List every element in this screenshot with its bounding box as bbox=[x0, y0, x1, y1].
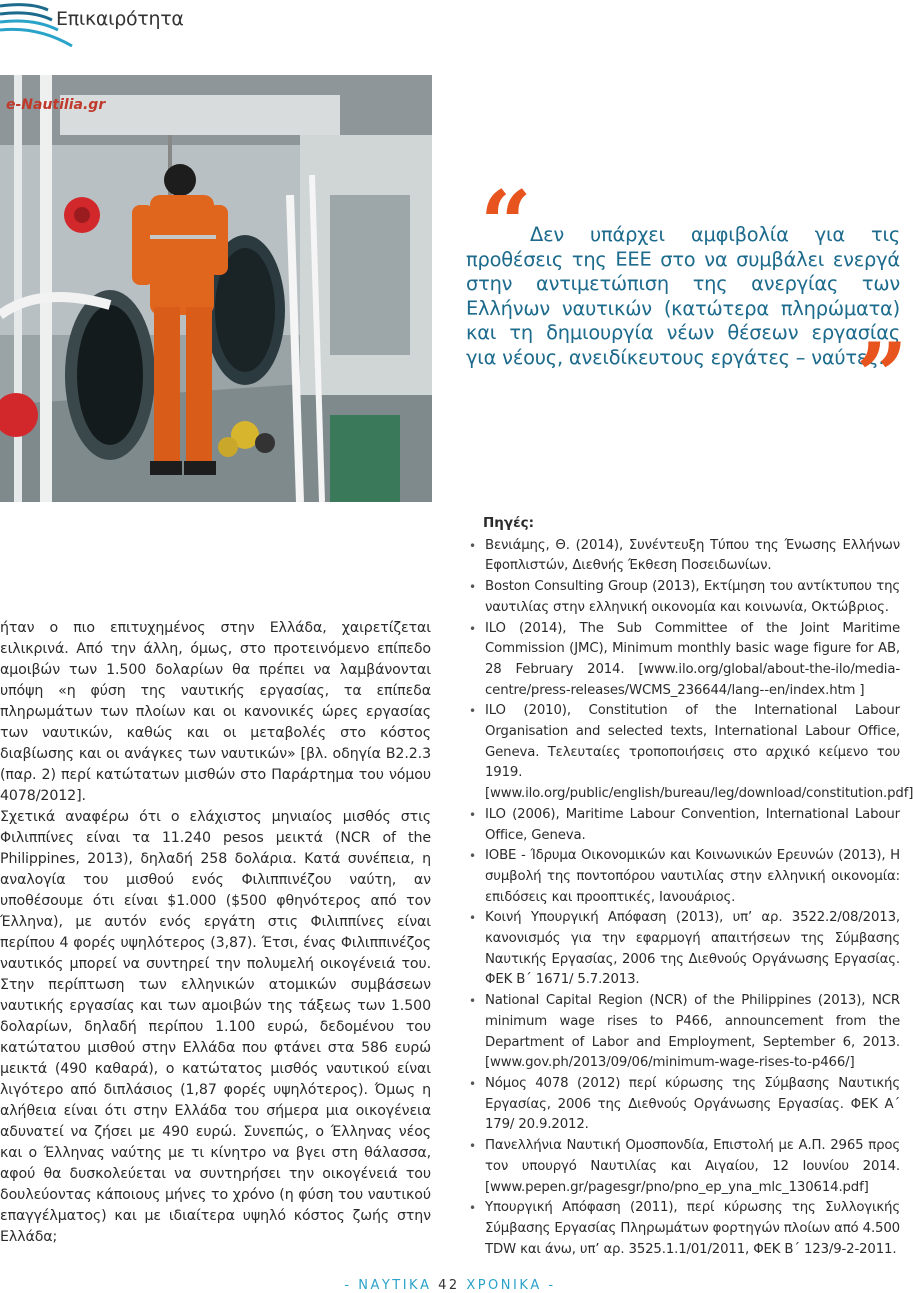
quote-close-icon: ” bbox=[856, 323, 908, 429]
source-item: • ΙΟΒΕ - Ίδρυμα Οικονομικών και Κοινωνικών Ερευνών (2013), Η συμβολή της ποντοπόρου ναυτιλίας στην ελληνική οικονομία: επιδόσεις και προοπτικές, Ιανουάριος. bbox=[469, 846, 900, 908]
page-footer bbox=[0, 1278, 900, 1293]
pull-quote bbox=[466, 171, 908, 429]
body-paragraph: Σχετικά αναφέρω ότι ο ελάχιστος μηνιαίος μισθός στις Φιλιππίνες είναι τα 11.240 pesos μεικτά (NCR of the Philippines, 2013), δηλαδή 258 δολάρια. Κατά συνέπεια, η αναλογία του μισθού ενός Φιλιππινέζου ναύτη, αν υποθέσουμε ότι είναι $1.000 ($500 φθηνότερος από τον Έλληνα), με αυτόν ενός εργάτη στις Φιλιππίνες είναι περίπου 4 φορές υψηλότερος (3,87). Έτσι, ένας Φιλιππινέζος ναυτικός μπορεί να συντηρεί την πολυμελή οικογένειά του. Στην περίπτωση των ελληνικών ατομικών συμβάσεων ναυτικής εργασίας και των αμοιβών της τάξεως των 1.500 δολαρίων, δηλαδή περίπου 1.100 ευρώ, δεδομένου του κατώτατου μισθού στην Ελλάδα που φτάνει στα 586 ευρώ μεικτά (490 καθαρά), ο κατώτατος μισθός ναυτικού είναι λιγότερο από διπλάσιος (1,87 φορές υψηλότερος). Όμως η αλήθεια είναι ότι στην Ελλάδα του σήμερα μια οικογένεια αδυνατεί να ζήσει με 490 ευρώ. Συνεπώς, ο Έλληνας νέος και ο Έλληνας ναύτης με τι κίνητρο να βγει στη θάλασσα, αφού θα δυσκολεύεται να συντηρήσει την οικογένειά του δουλεύοντας κάποιους μήνες το χρόνο (η φύση του ναυτικού επαγγέλματος) και με ιδιαίτερα υψηλό κόστος ζωής στην Ελλάδα; bbox=[0, 809, 431, 1245]
quote-open-icon: “ bbox=[480, 171, 532, 277]
source-item: • ILO (2006), Maritime Labour Convention, International Labour Office, Geneva. bbox=[469, 805, 900, 846]
source-item: • Νόμος 4078 (2012) περί κύρωσης της Σύμβασης Ναυτικής Εργασίας, 2006 της Διεθνούς Οργάνωσης Εργασίας. ΦΕΚ Α΄ 179/ 20.9.2012. bbox=[469, 1074, 900, 1136]
source-item: • National Capital Region (NCR) of the Philippines (2013), NCR minimum wage rises to P466, announcement from the Department of Labor and Employment, September 6, 2013. [www.gov.ph/2013/09/06/minimum-wage-rises-to-p466/] bbox=[469, 991, 900, 1074]
source-item: • ILO (2014), The Sub Committee of the Joint Maritime Commission (JMC), Minimum monthly basic wage figure for AB, 28 February 2014. [www.ilo.org/global/about-the-ilo/media-centre/press-releases/WCMS_236644/lang--en/index.htm ] bbox=[469, 619, 900, 702]
source-item: • Υπουργική Απόφαση (2011), περί κύρωσης της Συλλογικής Σύμβασης Εργασίας Πληρωμάτων φορτηγών πλοίων από 4.500 TDW και άνω, υπ’ αρ. 3525.1.1/01/2011, ΦΕΚ Β΄ 123/9-2-2011. bbox=[469, 1198, 900, 1260]
engine-room-photo bbox=[0, 75, 432, 502]
source-item: • Βενιάμης, Θ. (2014), Συνέντευξη Τύπου της Ένωσης Ελλήνων Εφοπλιστών, Διεθνής Έκθεση Ποσειδωνίων. bbox=[469, 536, 900, 577]
pull-quote-text: Δεν υπάρχει αμφιβολία για τις προθέσεις της ΕΕΕ στο να συμβάλει ενεργά στην αντιμετώπιση της ανεργίας των Ελλήνων ναυτικών (κατώτερα πληρώματα) και τη δημιουργία νέων θέσεων εργασίας για νέους, ανειδίκευτους εργάτες – ναύτες. bbox=[466, 223, 900, 369]
source-item: • Κοινή Υπουργική Απόφαση (2013), υπ’ αρ. 3522.2/08/2013, κανονισμός για την εφαρμογή απαιτήσεων της Σύμβασης Ναυτικής Εργασίας, 2006 της Διεθνούς Οργάνωσης Εργασίας. ΦΕΚ Β΄ 1671/ 5.7.2013. bbox=[469, 908, 900, 991]
sources-list bbox=[469, 536, 913, 1261]
source-item: • Πανελλήνια Ναυτική Ομοσπονδία, Επιστολή με Α.Π. 2965 προς τον υπουργό Ναυτιλίας και Αιγαίου, 12 Ιουνίου 2014. [www.pepen.gr/pagesgr/pno/pno_ep_yna_mlc_130614.pdf] bbox=[469, 1136, 900, 1198]
source-item: • ILO (2010), Constitution of the International Labour Organisation and selected texts, International Labour Office, Geneva. Τελευταίες τροποποιήσεις στο αρχικό κείμενο του 1919. [www.ilo.org/public/english/bureau/leg/download/constitution.pdf] bbox=[469, 701, 900, 805]
footer-dash: - bbox=[344, 1278, 352, 1293]
footer-dash: - bbox=[548, 1278, 556, 1293]
section-title: Επικαιρότητα bbox=[56, 8, 184, 30]
magazine-name-part2: ΧΡΟΝΙΚΑ bbox=[466, 1278, 542, 1293]
article-body bbox=[0, 618, 431, 1248]
magazine-name-part1: ΝΑΥΤΙΚΑ bbox=[358, 1278, 432, 1293]
page-number: 42 bbox=[438, 1278, 460, 1293]
body-paragraph: ήταν ο πιο επιτυχημένος στην Ελλάδα, χαιρετίζεται ειλικρινά. Από την άλλη, όμως, στο προτεινόμενο επίπεδο αμοιβών των 1.500 δολαρίων θα πρέπει να λαμβάνονται υπόψη «η φύση της ναυτικής εργασίας, τα επίπεδα πληρωμάτων των πλοίων και οι κανονικές ώρες εργασίας των ναυτικών, καθώς και οι μεταβολές στο κόστος διαβίωσης και οι ανάγκες των ναυτικών» [βλ. οδηγία Β2.2.3 (παρ. 2) περί κατώτατων μισθών στο Παράρτημα του νόμου 4078/2012]. bbox=[0, 620, 431, 804]
sources-section bbox=[469, 513, 913, 1260]
source-item: • Boston Consulting Group (2013), Εκτίμηση του αντίκτυπου της ναυτιλίας στην ελληνική οικονομία και κοινωνία, Οκτώβριος. bbox=[469, 577, 900, 618]
section-header bbox=[0, 0, 300, 50]
photo-watermark: e-Nautilia.gr bbox=[6, 97, 106, 113]
sources-title: Πηγές: bbox=[483, 515, 535, 531]
